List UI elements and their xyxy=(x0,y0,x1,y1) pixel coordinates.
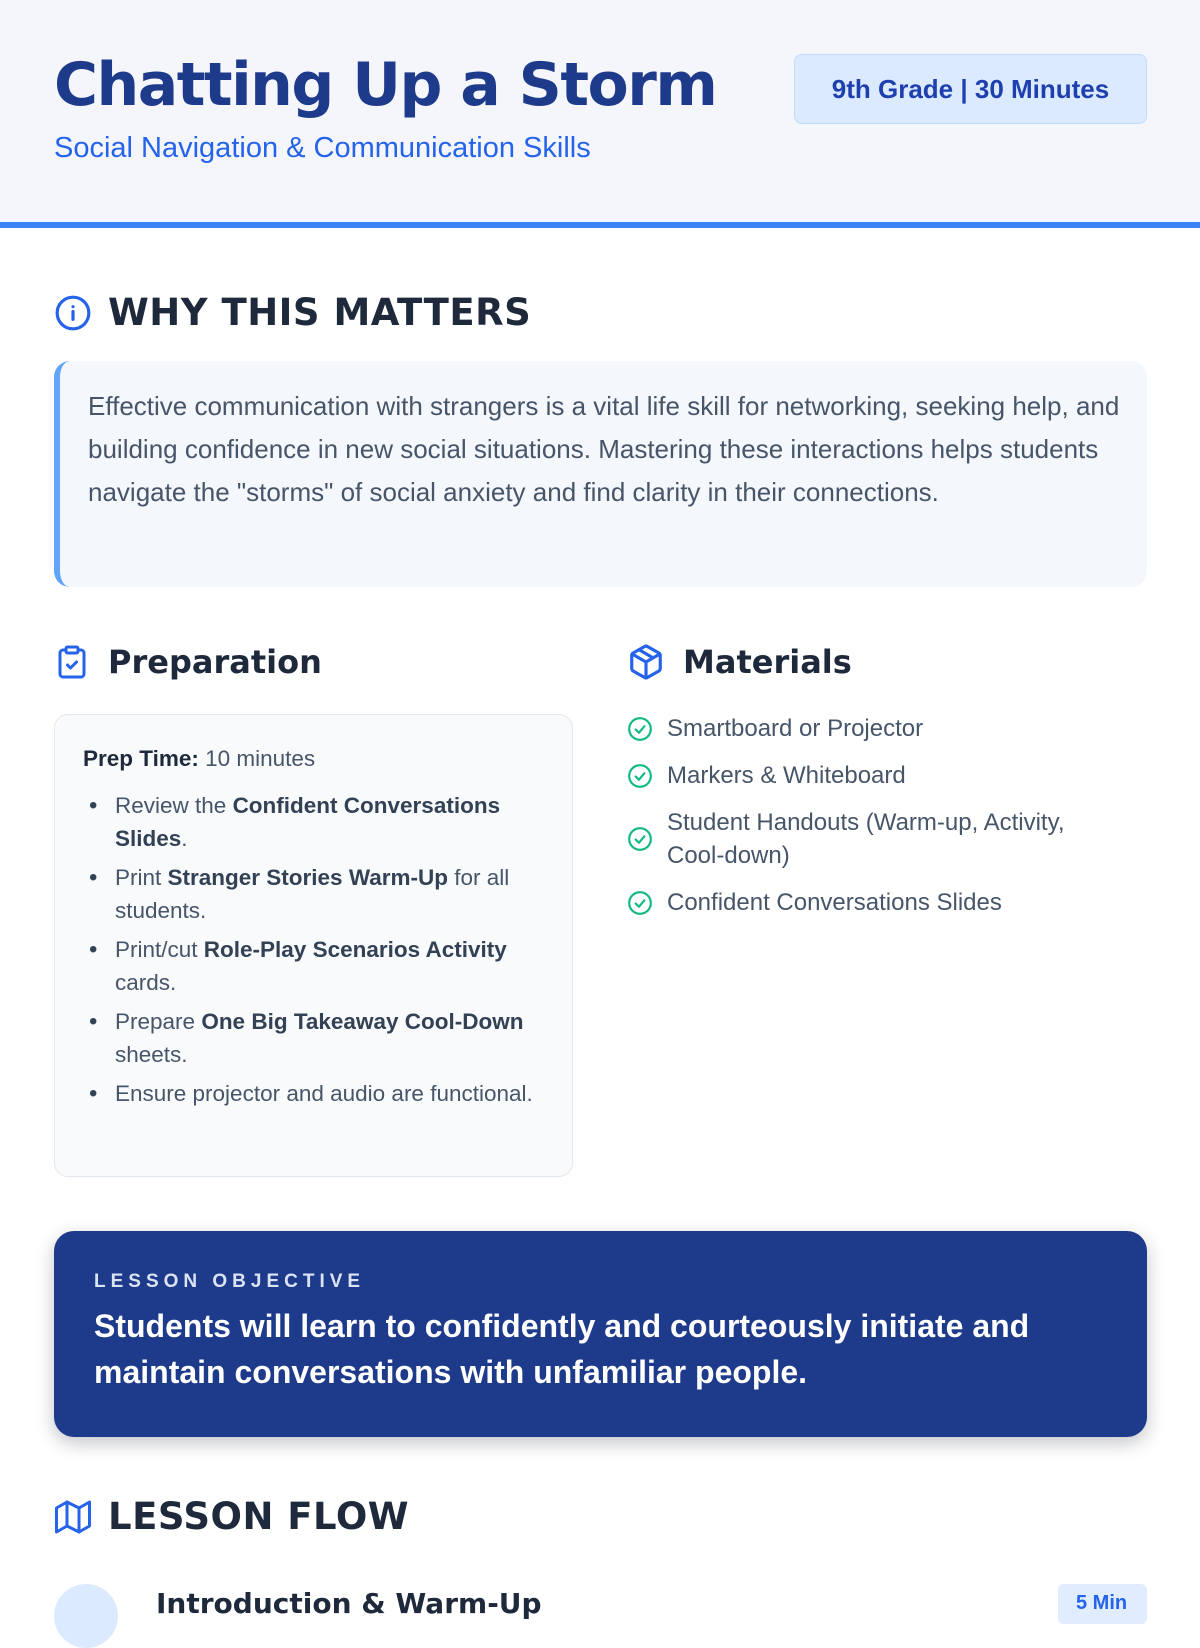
materials-heading: Materials xyxy=(683,643,852,681)
package-icon xyxy=(627,643,665,681)
why-callout xyxy=(54,361,1147,587)
preparation-heading: Preparation xyxy=(108,643,322,681)
lesson-objective-card xyxy=(54,1231,1147,1437)
material-item xyxy=(627,806,1147,872)
material-item xyxy=(627,886,1147,919)
page-header xyxy=(0,0,1200,228)
flow-step-number xyxy=(54,1584,118,1648)
material-item xyxy=(627,712,1147,745)
material-item xyxy=(627,759,1147,792)
prep-item-text: Ensure projector and audio are functional. xyxy=(115,1081,533,1106)
flow-step-title: Introduction & Warm-Up xyxy=(156,1587,542,1620)
prep-item-bold: One Big Takeaway Cool-Down xyxy=(201,1009,524,1034)
prep-item-bold: Role-Play Scenarios Activity xyxy=(203,937,507,962)
page-subtitle: Social Navigation & Communication Skills xyxy=(54,132,591,164)
material-label: Smartboard or Projector xyxy=(667,715,924,742)
prep-time-label: Prep Time: xyxy=(83,746,199,771)
prep-time-value: 10 minutes xyxy=(198,746,316,771)
check-circle-icon xyxy=(627,763,653,789)
preparation-item xyxy=(83,789,546,855)
prep-item-text: cards. xyxy=(115,970,177,995)
preparation-card xyxy=(54,714,573,1177)
materials-heading-row xyxy=(627,643,852,681)
prep-item-bold: Stranger Stories Warm-Up xyxy=(167,865,448,890)
prep-item-text: Review the xyxy=(115,793,233,818)
preparation-item xyxy=(83,1005,546,1071)
materials-list xyxy=(627,712,1147,933)
map-icon xyxy=(54,1499,92,1535)
prep-item-text: Print xyxy=(115,865,168,890)
prep-item-text: Print/cut xyxy=(115,937,204,962)
grade-duration-badge: 9th Grade | 30 Minutes xyxy=(794,54,1147,124)
prep-item-text: Prepare xyxy=(115,1009,202,1034)
material-label: Markers & Whiteboard xyxy=(667,762,906,789)
preparation-item xyxy=(83,933,546,999)
prep-item-text: for all students. xyxy=(115,865,510,923)
prep-item-bold: Confident Conversations Slides xyxy=(115,793,501,851)
check-circle-icon xyxy=(627,716,653,742)
objective-text: Students will learn to confidently and courteously initiate and maintain conversations with unfamiliar people. xyxy=(94,1308,1030,1390)
why-section-heading xyxy=(54,291,531,334)
why-heading: WHY THIS MATTERS xyxy=(108,291,532,334)
lesson-flow-heading-row xyxy=(54,1495,409,1538)
clipboard-check-icon xyxy=(54,643,90,681)
preparation-heading-row xyxy=(54,643,322,681)
flow-step-duration-badge: 5 Min xyxy=(1058,1584,1147,1624)
preparation-item xyxy=(83,1077,546,1110)
why-text: Effective communication with strangers is a vital life skill for networking, seeking help, and building confidence in new social situations. Mastering these interactions helps students navigate the "storms" of social anxiety and find clarity in their connections. xyxy=(88,391,1120,507)
prep-time xyxy=(83,743,546,775)
lesson-flow-heading: LESSON FLOW xyxy=(108,1495,410,1538)
page-title: Chatting Up a Storm xyxy=(54,50,717,120)
preparation-item xyxy=(83,861,546,927)
check-circle-icon xyxy=(627,890,653,916)
info-icon xyxy=(54,294,92,332)
preparation-list xyxy=(83,789,546,1110)
prep-item-text: sheets. xyxy=(115,1042,188,1067)
prep-item-text: . xyxy=(181,826,188,851)
material-label: Confident Conversations Slides xyxy=(667,889,1002,916)
objective-label: LESSON OBJECTIVE xyxy=(94,1271,366,1292)
check-circle-icon xyxy=(627,826,653,852)
material-label: Student Handouts (Warm-up, Activity, Cool-down) xyxy=(667,809,1065,869)
